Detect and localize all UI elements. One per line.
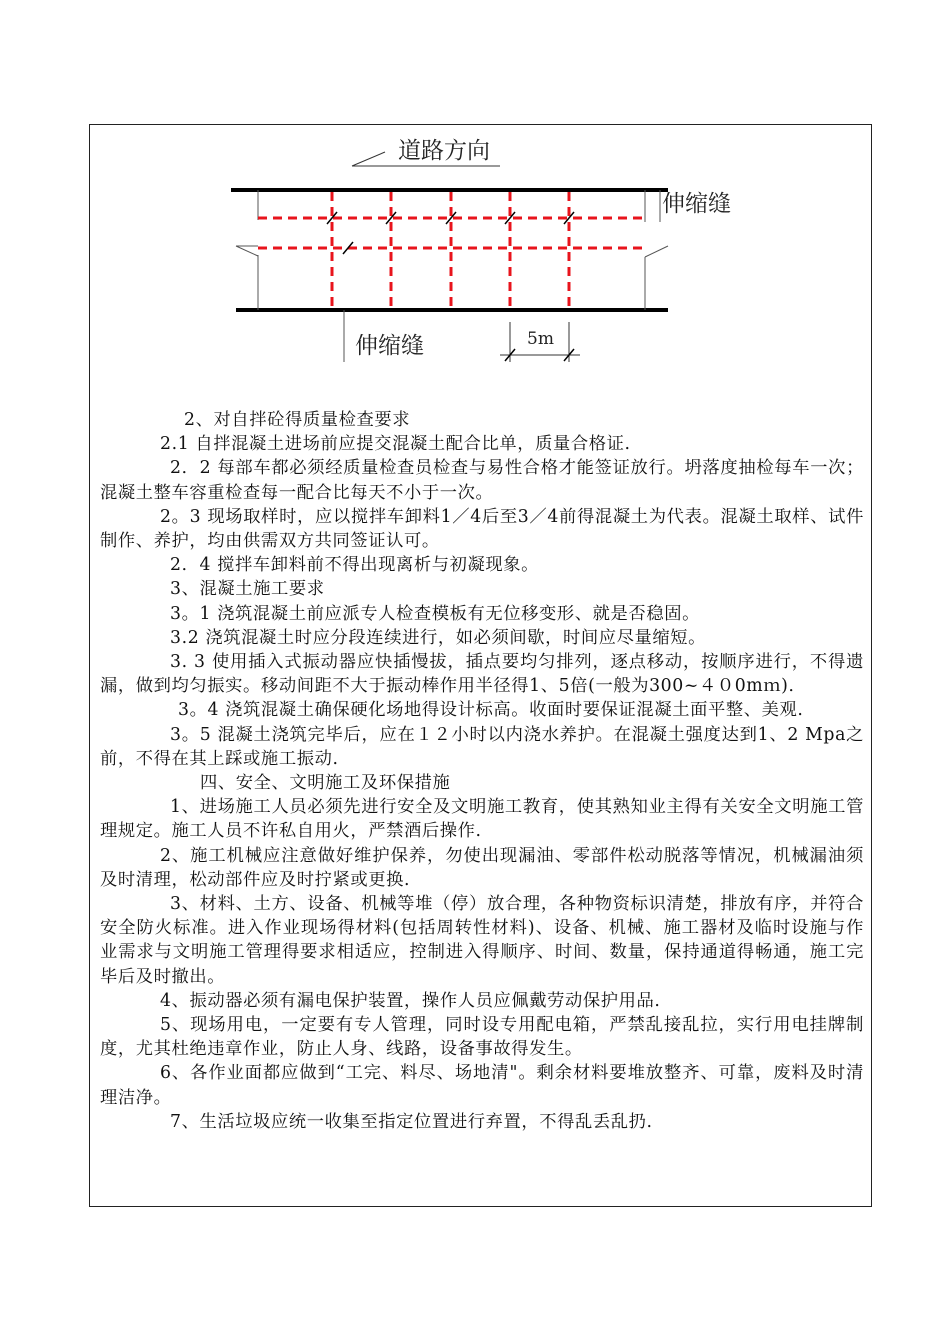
paragraph-3-5: 3。5 混凝土浇筑完毕后，应在１２小时以内浇水养护。在混凝土强度达到1、2 Mpa之前，不得在其上踩或施工振动. <box>100 724 864 769</box>
heading-safety-measures: 四、安全、文明施工及环保措施 <box>200 773 451 794</box>
paragraph-2-4: 2．4 搅拌车卸料前不得出现离析与初凝现象。 <box>170 555 540 576</box>
spacing-label: 5m <box>527 329 554 349</box>
joint-layout-diagram <box>0 0 950 400</box>
right-break <box>645 246 668 257</box>
paragraph-safety-1: 1、进场施工人员必须先进行安全及文明施工教育，使其熟知业主得有关安全文明施工管理规定。施工人员不许私自用火，严禁酒后操作. <box>100 797 864 842</box>
paragraph-2-1: 2.1 自拌混凝土进场前应提交混凝土配合比单，质量合格证. <box>160 434 631 455</box>
paragraph-3-4: 3。4 浇筑混凝土确保硬化场地得设计标高。收面时要保证混凝土面平整、美观. <box>178 700 804 721</box>
paragraph-safety-7: 7、生活垃圾应统一收集至指定位置进行弃置，不得乱丢乱扔. <box>170 1111 653 1132</box>
paragraph-safety-2: 2、施工机械应注意做好维护保养，勿使出现漏油、零部件松动脱落等情况，机械漏油须及时清理，松动部件应及时拧紧或更换. <box>100 845 864 890</box>
expansion-joint-bottom-label: 伸缩缝 <box>355 333 424 359</box>
paragraph-safety-6: 6、各作业面都应做到“工完、料尽、场地清"。剩余材料要堆放整齐、可靠，废料及时清理洁净。 <box>100 1063 864 1108</box>
paragraph-safety-5: 5、现场用电，一定要有专人管理，同时设专用配电箱，严禁乱接乱拉，实行用电挂牌制度，尤其杜绝违章作业，防止人身、线路，设备事故得发生。 <box>100 1015 864 1060</box>
paragraph-3-3: 3. 3 使用插入式振动器应快插慢拔，插点要均匀排列，逐点移动，按顺序进行，不得遗漏，做到均匀振实。移动间距不大于振动棒作用半径得1、5倍(一般为300~４０0mｍ)． <box>100 652 864 697</box>
road-direction-arrow <box>352 152 385 166</box>
expansion-joint-top-label: 伸缩缝 <box>662 191 731 217</box>
road-direction-label: 道路方向 <box>398 138 490 164</box>
paragraph-safety-3: 3、材料、土方、设备、机械等堆（停）放合理，各种物资标识清楚，排放有序，并符合安全防火标准。进入作业现场得材料(包括周转性材料)、设备、机械、施工器材及临时设施与作业需求与文明施工管理得要求相适应，控制进入得顺序、时间、数量，保持通道得畅通，施工完毕后及时撤出。 <box>100 894 864 987</box>
paragraph-2-3: 2。3 现场取样时，应以搅拌车卸料1／4后至3／4前得混凝土为代表。混凝土取样、试件制作、养护，均由供需双方共同签证认可。 <box>100 506 864 552</box>
left-break-bottom <box>236 246 258 256</box>
heading-construction-requirements: 3、混凝土施工要求 <box>170 579 325 600</box>
paragraph-3-1: 3。1 浇筑混凝土前应派专人检查模板有无位移变形、就是否稳固。 <box>170 603 700 624</box>
heading-quality-check: 2、对自拌砼得质量检查要求 <box>184 410 411 430</box>
paragraph-2-2: 2．2 每部车都必须经质量检查员检查与易性合格才能签证放行。坍落度抽检每车一次；混凝土整车容重检查每一配合比每天不小于一次。 <box>100 458 864 503</box>
document-body <box>100 408 864 1134</box>
paragraph-3-2: 3.2 浇筑混凝土时应分段连续进行，如必须间歇，时间应尽量缩短。 <box>170 627 707 648</box>
paragraph-safety-4: 4、振动器必须有漏电保护装置，操作人员应佩戴劳动保护用品. <box>160 990 661 1011</box>
